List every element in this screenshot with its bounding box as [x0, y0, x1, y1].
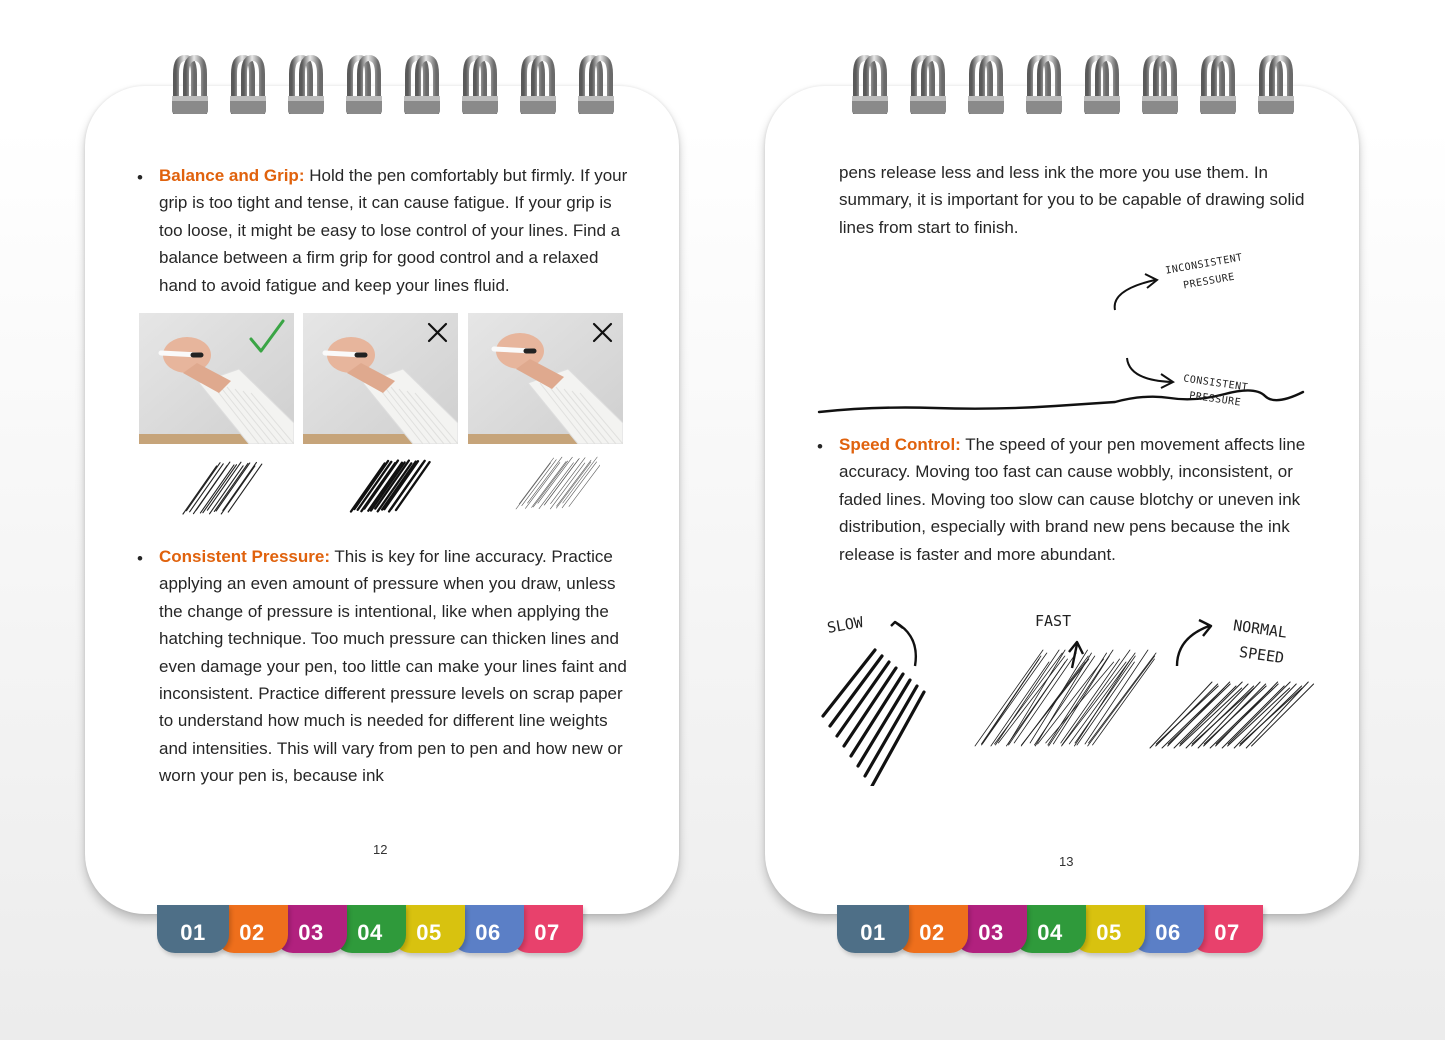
page-number: 12: [373, 842, 388, 857]
spiral-binding: [850, 52, 1310, 128]
hatch-sample-loose: [510, 448, 600, 518]
binding-ring: [344, 52, 384, 122]
chapter-tab-03[interactable]: 03: [955, 905, 1027, 953]
label-consistent-pressure: PRESSURE: [1188, 390, 1242, 409]
grip-photo-too-loose: [468, 313, 623, 444]
binding-ring: [460, 52, 500, 122]
chapter-tab-06[interactable]: 06: [452, 905, 524, 953]
binding-ring: [286, 52, 326, 122]
speed-control-heading: Speed Control:: [839, 435, 961, 454]
binding-ring: [850, 52, 890, 122]
page-number: 13: [1059, 854, 1074, 869]
balance-grip-paragraph: [159, 162, 634, 299]
consistent-pressure-paragraph: [159, 543, 631, 790]
page-sheet: [85, 86, 679, 914]
hatch-sample-balanced: [175, 454, 265, 524]
chapter-tab-07[interactable]: 07: [1191, 905, 1263, 953]
label-consistent: CONSISTENT: [1182, 373, 1249, 394]
label-slow: SLOW: [825, 613, 865, 637]
chapter-tab-04[interactable]: 04: [1014, 905, 1086, 953]
binding-ring: [576, 52, 616, 122]
label-speed: SPEED: [1237, 642, 1286, 668]
binding-ring: [170, 52, 210, 122]
consistent-pressure-heading: Consistent Pressure:: [159, 547, 330, 566]
chapter-tab-06[interactable]: 06: [1132, 905, 1204, 953]
speed-control-paragraph: [839, 431, 1319, 568]
pressure-line-illustration: [815, 254, 1325, 414]
chapter-tab-03[interactable]: 03: [275, 905, 347, 953]
binding-ring: [908, 52, 948, 122]
bullet: •: [817, 437, 823, 456]
label-normal: NORMAL: [1232, 616, 1289, 642]
binding-ring: [1082, 52, 1122, 122]
binding-ring: [966, 52, 1006, 122]
spiral-binding: [170, 52, 630, 128]
binding-ring: [1024, 52, 1064, 122]
grip-photo-correct: [139, 313, 294, 444]
consistent-pressure-text: This is key for line accuracy. Practice applying an even amount of pressure when you draw, unless the change of pressure is intentional, like when applying the hatching technique. Too much pressure can thicken lines and even damage your pen, too little can make your lines faint and inconsistent. Practice different pressure levels on scrap paper to understand how much is needed for different line weights and intensities. This will vary from pen to pen and how new or worn your pen is, because ink: [159, 547, 627, 786]
speed-control-text: The speed of your pen movement affects line accuracy. Moving too fast can cause wobbly, inconsistent, or faded lines. Moving too slow can cause blotchy or uneven ink distribution, especially with brand new pens because the ink release is faster and more abundant.: [839, 435, 1306, 564]
chapter-tab-02[interactable]: 02: [216, 905, 288, 953]
binding-ring: [1256, 52, 1296, 122]
binding-ring: [518, 52, 558, 122]
chapter-tab-07[interactable]: 07: [511, 905, 583, 953]
chapter-tab-01[interactable]: 01: [837, 905, 909, 953]
binding-ring: [228, 52, 268, 122]
binding-ring: [1140, 52, 1180, 122]
chapter-tab-01[interactable]: 01: [157, 905, 229, 953]
bullet: •: [137, 549, 143, 568]
hatch-sample-tight: [343, 454, 433, 524]
balance-grip-text: Hold the pen comfortably but firmly. If your grip is too tight and tense, it can cause fatigue. If your grip is too loose, it might be easy to lose control of your lines. Find a balance between a firm grip for good control and a relaxed hand to avoid fatigue and keep your lines fluid.: [159, 166, 628, 295]
chapter-tab-04[interactable]: 04: [334, 905, 406, 953]
chapter-tab-05[interactable]: 05: [1073, 905, 1145, 953]
balance-grip-heading: Balance and Grip:: [159, 166, 305, 185]
continuation-paragraph: pens release less and less ink the more you use them. In summary, it is important for you to be capable of drawing solid lines from start to finish.: [839, 163, 1305, 237]
left-notebook-page: [82, 0, 682, 1000]
chapter-tabs: [837, 905, 1287, 957]
chapter-tabs: [157, 905, 607, 957]
chapter-tab-05[interactable]: 05: [393, 905, 465, 953]
speed-hatching-illustration: [805, 606, 1325, 786]
bullet: •: [137, 168, 143, 187]
chapter-tab-02[interactable]: 02: [896, 905, 968, 953]
binding-ring: [402, 52, 442, 122]
binding-ring: [1198, 52, 1238, 122]
right-notebook-page: [762, 0, 1362, 1000]
page-sheet: [765, 86, 1359, 914]
grip-photo-too-tight: [303, 313, 458, 444]
label-inconsistent: INCONSISTENT: [1164, 252, 1244, 277]
label-fast: FAST: [1035, 612, 1072, 630]
label-inconsistent-pressure: PRESSURE: [1182, 271, 1236, 292]
